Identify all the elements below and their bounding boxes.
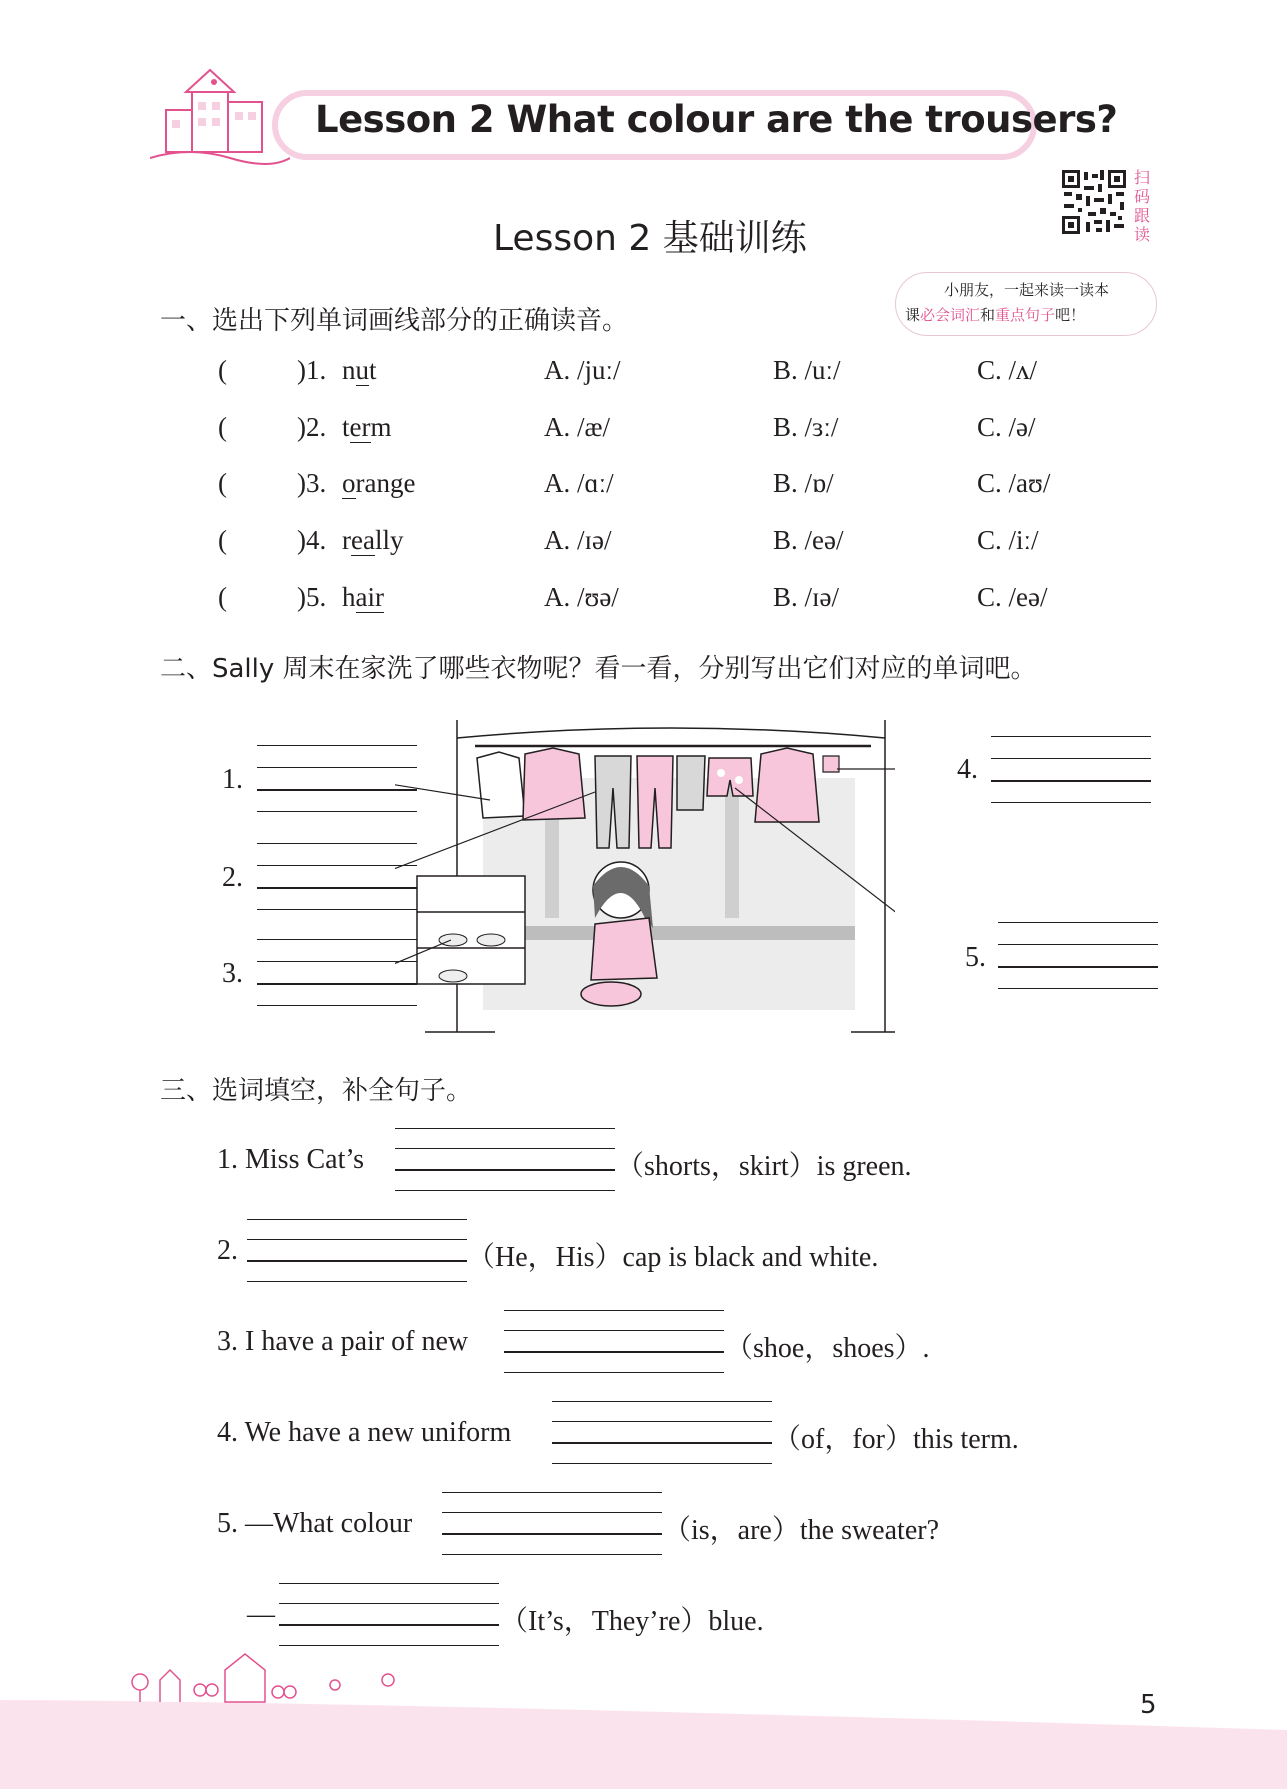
hint-line-1: 小朋友，一起来读一读本 bbox=[944, 281, 1110, 299]
qr-code-icon[interactable] bbox=[1060, 168, 1128, 236]
sentence-end: （shorts，skirt）is green. bbox=[616, 1151, 912, 1182]
answer-paren[interactable]: ( bbox=[218, 468, 227, 498]
qr-char: 码 bbox=[1133, 187, 1150, 206]
qr-char: 扫 bbox=[1133, 168, 1150, 187]
sentence-end: （of，for）this term. bbox=[773, 1424, 1019, 1455]
question-number: )3. bbox=[297, 468, 327, 498]
answer-blank[interactable] bbox=[998, 922, 1158, 990]
question-number: )5. bbox=[297, 582, 327, 612]
sentence-end: （He，His）cap is black and white. bbox=[467, 1242, 879, 1273]
section-2-heading: 二、Sally 周末在家洗了哪些衣物呢？看一看，分别写出它们对应的单词吧。 bbox=[160, 654, 1037, 684]
option-a: A. /æ/ bbox=[544, 412, 611, 442]
blank-label: 5. bbox=[965, 942, 986, 973]
answer-blank[interactable] bbox=[991, 736, 1151, 804]
footer-decoration bbox=[0, 1640, 1287, 1789]
answer-blank[interactable] bbox=[257, 843, 417, 911]
page-number: 5 bbox=[1140, 1690, 1157, 1720]
sentence-start: 1. Miss Cat’s bbox=[217, 1144, 365, 1175]
question-word: term bbox=[342, 412, 392, 442]
option-b: B. /ɜː/ bbox=[773, 412, 839, 442]
answer-paren[interactable]: ( bbox=[218, 582, 227, 612]
hint-text: 和 bbox=[980, 306, 996, 324]
option-a: A. /juː/ bbox=[544, 355, 621, 385]
option-b: B. /uː/ bbox=[773, 355, 841, 385]
option-b: B. /eə/ bbox=[773, 525, 844, 555]
option-c: C. /eə/ bbox=[977, 582, 1048, 612]
qr-char: 读 bbox=[1133, 225, 1150, 244]
page-subtitle: Lesson 2 基础训练 bbox=[493, 218, 807, 259]
option-a: A. /ɪə/ bbox=[544, 525, 612, 555]
sentence-start: 2. bbox=[217, 1235, 238, 1266]
question-word: orange bbox=[342, 468, 416, 498]
option-c: C. /iː/ bbox=[977, 525, 1039, 555]
option-c: C. /ə/ bbox=[977, 412, 1036, 442]
question-word: really bbox=[342, 525, 404, 555]
fill-blank[interactable] bbox=[552, 1401, 772, 1465]
fill-blank[interactable] bbox=[442, 1492, 662, 1556]
answer-blank[interactable] bbox=[257, 745, 417, 813]
option-a: A. /ʊə/ bbox=[544, 582, 619, 612]
fill-blank[interactable] bbox=[247, 1219, 467, 1283]
school-building-illustration bbox=[150, 62, 290, 172]
fill-blank[interactable] bbox=[504, 1310, 724, 1374]
sentence-start: — bbox=[247, 1599, 275, 1630]
option-a: A. /ɑː/ bbox=[544, 468, 614, 498]
section-1-heading: 一、选出下列单词画线部分的正确读音。 bbox=[160, 306, 629, 336]
answer-paren[interactable]: ( bbox=[218, 412, 227, 442]
sentence-start: 3. I have a pair of new bbox=[217, 1326, 469, 1357]
hint-key-words: 必会词汇 bbox=[920, 306, 981, 324]
option-b: B. /ɒ/ bbox=[773, 468, 834, 498]
sentence-end: （is，are）the sweater? bbox=[663, 1515, 939, 1546]
hint-text: 课 bbox=[905, 306, 921, 324]
sentence-line bbox=[217, 1144, 364, 1176]
question-word: hair bbox=[342, 582, 384, 612]
blank-label: 3. bbox=[222, 958, 243, 989]
blank-label: 4. bbox=[957, 754, 978, 785]
option-b: B. /ɪə/ bbox=[773, 582, 839, 612]
answer-paren[interactable]: ( bbox=[218, 525, 227, 555]
answer-paren[interactable]: ( bbox=[218, 355, 227, 385]
sentence-start: 4. We have a new uniform bbox=[217, 1417, 512, 1448]
laundry-room-illustration bbox=[395, 718, 895, 1036]
scan-to-read-label bbox=[1132, 168, 1152, 244]
qr-char: 跟 bbox=[1133, 206, 1150, 225]
question-number: )4. bbox=[297, 525, 327, 555]
hint-text: 吧！ bbox=[1055, 306, 1086, 324]
answer-blank[interactable] bbox=[257, 939, 417, 1007]
hint-line-2 bbox=[905, 304, 1085, 325]
question-number: )1. bbox=[297, 355, 327, 385]
hint-key-sentences: 重点句子 bbox=[995, 306, 1056, 324]
option-c: C. /aʊ/ bbox=[977, 468, 1051, 498]
sentence-start: 5. —What colour bbox=[217, 1508, 413, 1539]
question-number: )2. bbox=[297, 412, 327, 442]
sentence-end: （It’s，They’re）blue. bbox=[500, 1606, 764, 1637]
question-word: nut bbox=[342, 355, 377, 385]
fill-blank[interactable] bbox=[395, 1128, 615, 1192]
option-c: C. /ʌ/ bbox=[977, 355, 1038, 385]
blank-label: 1. bbox=[222, 764, 243, 795]
sentence-end: （shoe，shoes）. bbox=[725, 1333, 930, 1364]
lesson-title: Lesson 2 What colour are the trousers? bbox=[315, 98, 1118, 141]
fill-blank[interactable] bbox=[279, 1583, 499, 1647]
blank-label: 2. bbox=[222, 862, 243, 893]
section-3-heading: 三、选词填空，补全句子。 bbox=[160, 1076, 473, 1106]
